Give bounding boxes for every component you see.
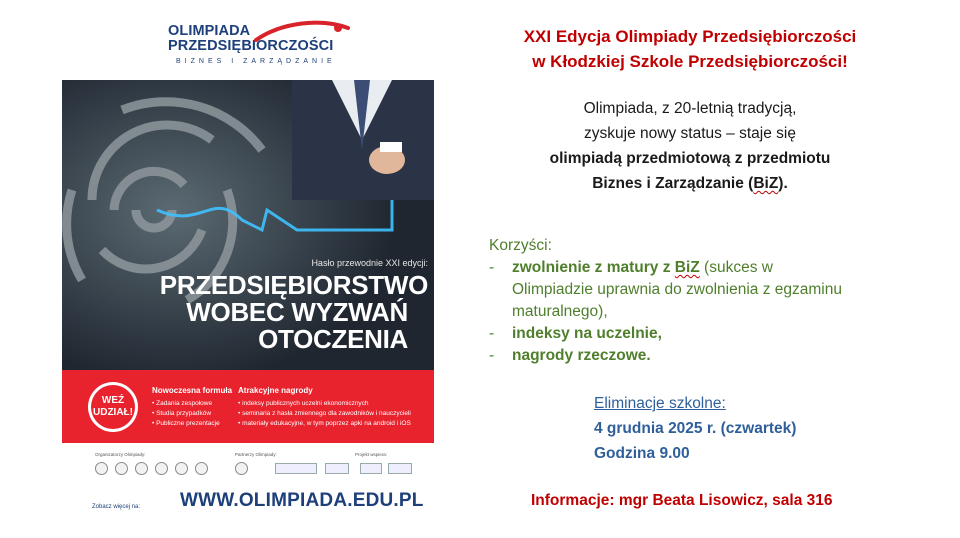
intro-line-4-text: Biznes i Zarządzanie ( bbox=[592, 175, 754, 192]
poster-headline-2: WOBEC WYZWAŃ bbox=[186, 297, 408, 327]
supporter-logo-icon bbox=[388, 463, 412, 474]
benefit-item-3: nagrody rzeczowe. bbox=[512, 347, 651, 364]
list-item: • Zadania zespołowe bbox=[152, 399, 232, 409]
list-item: • materiały edukacyjne, w tym poprzez apki na android i iOS bbox=[238, 419, 434, 429]
poster-col1-list bbox=[152, 399, 232, 429]
logo-text-line3: BIZNES I ZARZĄDZANIE bbox=[176, 58, 336, 65]
benefit-1-text: (sukces w bbox=[699, 259, 773, 276]
partner-logo-icon bbox=[235, 462, 248, 475]
list-item: • Studia przypadków bbox=[152, 409, 232, 419]
poster-tagline: Hasło przewodnie XXI edycji: bbox=[311, 258, 428, 268]
intro-line-3: olimpiadą przedmiotową z przedmiotu bbox=[549, 150, 831, 167]
benefits-label: Korzyści: bbox=[489, 237, 552, 254]
title-line-1: XXI Edycja Olimpiady Przedsiębiorczości bbox=[523, 27, 857, 46]
partner-logo-icon bbox=[275, 463, 317, 474]
organizer-logo-icon bbox=[95, 462, 108, 475]
poster-col1-title: Nowoczesna formuła bbox=[152, 386, 233, 395]
benefit-item-2: indeksy na uczelnie, bbox=[512, 325, 662, 342]
olympiad-logo bbox=[168, 24, 348, 74]
eliminations-time: Godzina 9.00 bbox=[594, 445, 690, 462]
intro-line-2: zyskuje nowy status – staje się bbox=[584, 125, 796, 142]
benefit-1-bold: zwolnienie z matury z bbox=[512, 259, 675, 276]
logo-swoosh-icon bbox=[252, 18, 352, 44]
list-item: • seminaria z hasła zmiennego dla zawodników i nauczycieli bbox=[238, 409, 434, 419]
intro-line-1: Olimpiada, z 20-letnią tradycją, bbox=[583, 100, 797, 117]
see-more-label: Zobacz więcej na: bbox=[92, 504, 141, 510]
organizer-logo-icon bbox=[195, 462, 208, 475]
bullet-dash: - bbox=[489, 259, 495, 276]
poster-col2-list bbox=[238, 399, 434, 429]
bullet-dash: - bbox=[489, 325, 495, 342]
title-line-2: w Kłodzkiej Szkole Przedsiębiorczości! bbox=[532, 52, 848, 71]
partner-logo-icon bbox=[325, 463, 349, 474]
bullet-dash: - bbox=[489, 347, 495, 364]
benefit-item-1 bbox=[512, 257, 932, 323]
take-part-badge bbox=[88, 382, 138, 432]
organizer-logo-icon bbox=[155, 462, 168, 475]
list-item: • Publiczne prezentacje bbox=[152, 419, 232, 429]
intro-paragraph bbox=[470, 96, 910, 196]
organizer-logo-icon bbox=[115, 462, 128, 475]
partners-label: Partnerzy Olimpiady: bbox=[235, 452, 277, 457]
announcement-title bbox=[470, 24, 910, 74]
badge-line2: UDZIAŁ! bbox=[93, 407, 133, 418]
eliminations-date: 4 grudnia 2025 r. (czwartek) bbox=[594, 420, 797, 437]
benefit-1-text-line2: Olimpiadzie uprawnia do zwolnienia z egzaminu bbox=[512, 281, 842, 298]
eliminations-label: Eliminacje szkolne: bbox=[594, 395, 726, 412]
intro-line-4-end: ). bbox=[778, 175, 788, 192]
badge-line1: WEŹ bbox=[101, 395, 125, 406]
contact-info: Informacje: mgr Beata Lisowicz, sala 316 bbox=[531, 492, 833, 509]
list-item: • indeksy publicznych uczelni ekonomicznych bbox=[238, 399, 434, 409]
organizer-logo-icon bbox=[175, 462, 188, 475]
website-link[interactable]: WWW.OLIMPIADA.EDU.PL bbox=[180, 490, 424, 511]
intro-line-4 bbox=[470, 171, 910, 196]
logo-text-line2: PRZEDSIĘBIORCZOŚCI bbox=[168, 38, 334, 54]
benefit-1-text-line3: maturalnego), bbox=[512, 303, 608, 320]
supporters-label: Projekt wspiera: bbox=[355, 452, 388, 457]
poster-headline-3: OTOCZENIA bbox=[258, 324, 408, 354]
supporter-logo-icon bbox=[360, 463, 382, 474]
biz-abbreviation: BiZ bbox=[753, 175, 779, 192]
poster-col2-title: Atrakcyjne nagrody bbox=[238, 386, 313, 395]
poster-headline-1: PRZEDSIĘBIORSTWO bbox=[159, 270, 428, 300]
organizer-logo-icon bbox=[135, 462, 148, 475]
organizers-label: Organizatorzy Olimpiady: bbox=[95, 452, 146, 457]
logo-text-line1: OLIMPIADA bbox=[168, 23, 251, 39]
biz-abbreviation: BiZ bbox=[674, 259, 700, 276]
